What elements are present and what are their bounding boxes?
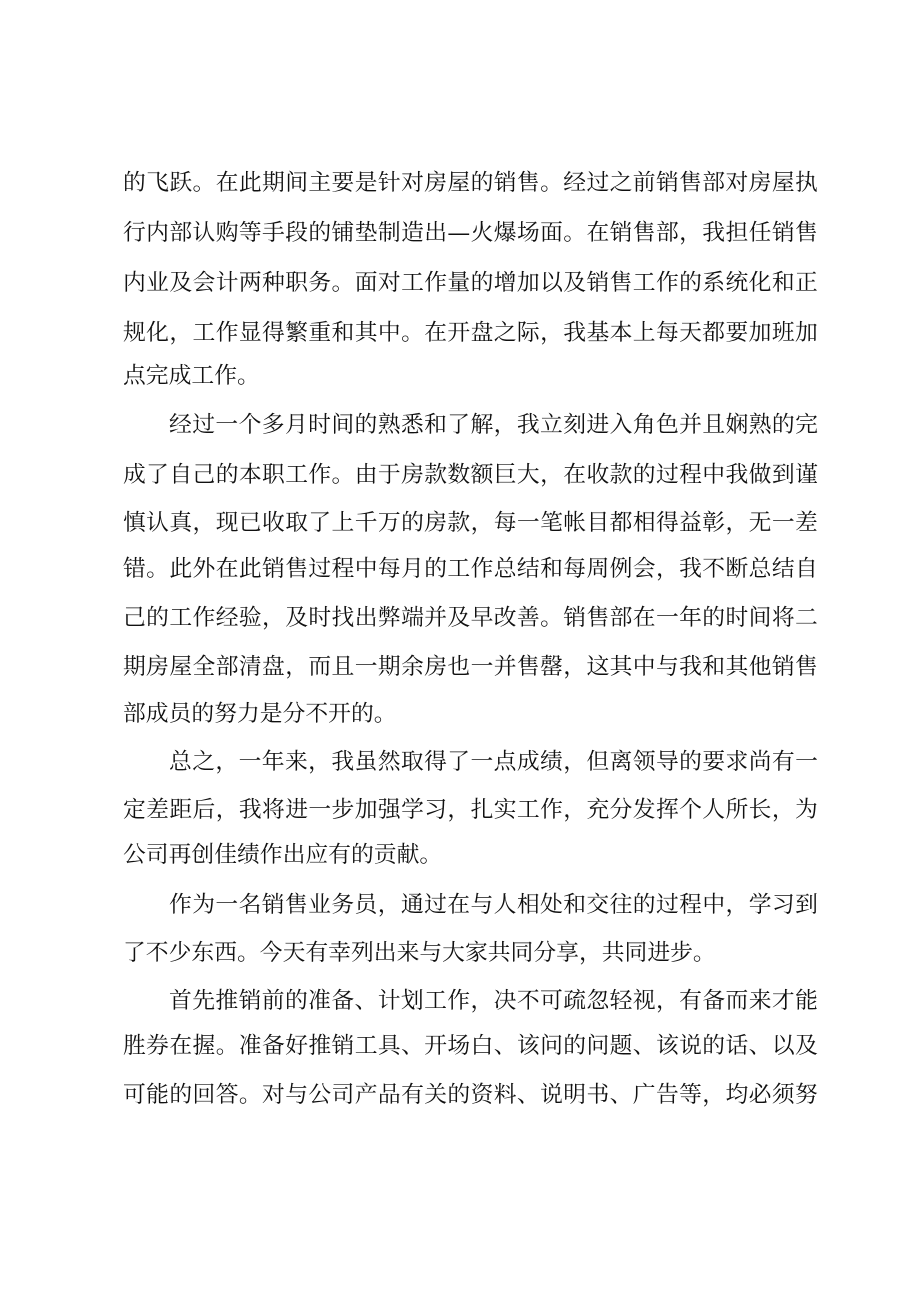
- paragraph-2-line-4: 错 。 此 外 在 此 销 售 过 程 中 每 月 的 工 作 总 结 和 每 周 例 会 ， 我 不 断 总 结 自: [123, 556, 818, 582]
- paragraph-1-line-4: 规 化 ， 工 作 显 得 繁 重 和 其 中 。 在 开 盘 之 际 ， 我 基 本 上 每 天 都 要 加 班 加: [123, 320, 818, 346]
- paragraph-2-line-5: 己 的 工 作 经 验 ， 及 时 找 出 弊 端 并 及 早 改 善 。 销 售 部 在 一 年 的 时 间 将 二: [123, 605, 818, 631]
- paragraph-2-line-7: 部成员的努力是分不开的。: [123, 701, 397, 727]
- paragraph-2-line-6: 期 房 屋 全 部 清 盘 ， 而 且 一 期 余 房 也 一 并 售 罄 ， 这 其 中 与 我 和 其 他 销 售: [123, 654, 818, 680]
- paragraph-5-line-2: 胜 券 在 握 。 准 备 好 推 销 工 具 、 开 场 白 、 该 问 的 问 题 、 该 说 的 话 、 以 及: [123, 1033, 818, 1059]
- paragraph-4-line-1: 作 为 一 名 销 售 业 务 员 ， 通 过 在 与 人 相 处 和 交 往 的 过 程 中 ， 学 习 到: [169, 892, 818, 918]
- paragraph-3-line-2: 定 差 距 后 ， 我 将 进 一 步 加 强 学 习 ， 扎 实 工 作 ， 充 分 发 挥 个 人 所 长 ， 为: [123, 797, 818, 823]
- paragraph-1-line-1: 的 飞 跃 。 在 此 期 间 主 要 是 针 对 房 屋 的 销 售 。 经 过 之 前 销 售 部 对 房 屋 执: [123, 170, 818, 196]
- paragraph-2-line-3: 慎 认 真 ， 现 已 收 取 了 上 千 万 的 房 款 ， 每 一 笔 帐 目 都 相 得 益 彰 ， 无 一 差: [123, 510, 818, 536]
- paragraph-1-line-3: 内 业 及 会 计 两 种 职 务 。 面 对 工 作 量 的 增 加 以 及 销 售 工 作 的 系 统 化 和 正: [123, 270, 818, 296]
- paragraph-5-line-1: 首 先 推 销 前 的 准 备 、 计 划 工 作 ， 决 不 可 疏 忽 轻 视 ， 有 备 而 来 才 能: [169, 988, 818, 1014]
- paragraph-1-line-5: 点完成工作。: [123, 363, 260, 389]
- paragraph-4-line-2: 了不少东西。今天有幸列出来与大家共同分享，共同进步。: [123, 940, 716, 966]
- paragraph-3-line-3: 公司再创佳绩作出应有的贡献。: [123, 842, 443, 868]
- paragraph-2-line-1: 经 过 一 个 多 月 时 间 的 熟 悉 和 了 解 ， 我 立 刻 进 入 角 色 并 且 娴 熟 的 完: [169, 412, 818, 438]
- paragraph-3-line-1: 总 之 ， 一 年 来 ， 我 虽 然 取 得 了 一 点 成 绩 ， 但 离 领 导 的 要 求 尚 有 一: [169, 749, 818, 775]
- paragraph-2-line-2: 成 了 自 己 的 本 职 工 作 。 由 于 房 款 数 额 巨 大 ， 在 收 款 的 过 程 中 我 做 到 谨: [123, 462, 818, 488]
- paragraph-1-line-2: 行 内 部 认 购 等 手 段 的 铺 垫 制 造 出 — 火 爆 场 面 。 在 销 售 部 ， 我 担 任 销 售: [123, 220, 818, 246]
- paragraph-5-line-3: 可 能 的 回 答 。 对 与 公 司 产 品 有 关 的 资 料 、 说 明 书 、 广 告 等 ， 均 必 须 努: [123, 1082, 818, 1108]
